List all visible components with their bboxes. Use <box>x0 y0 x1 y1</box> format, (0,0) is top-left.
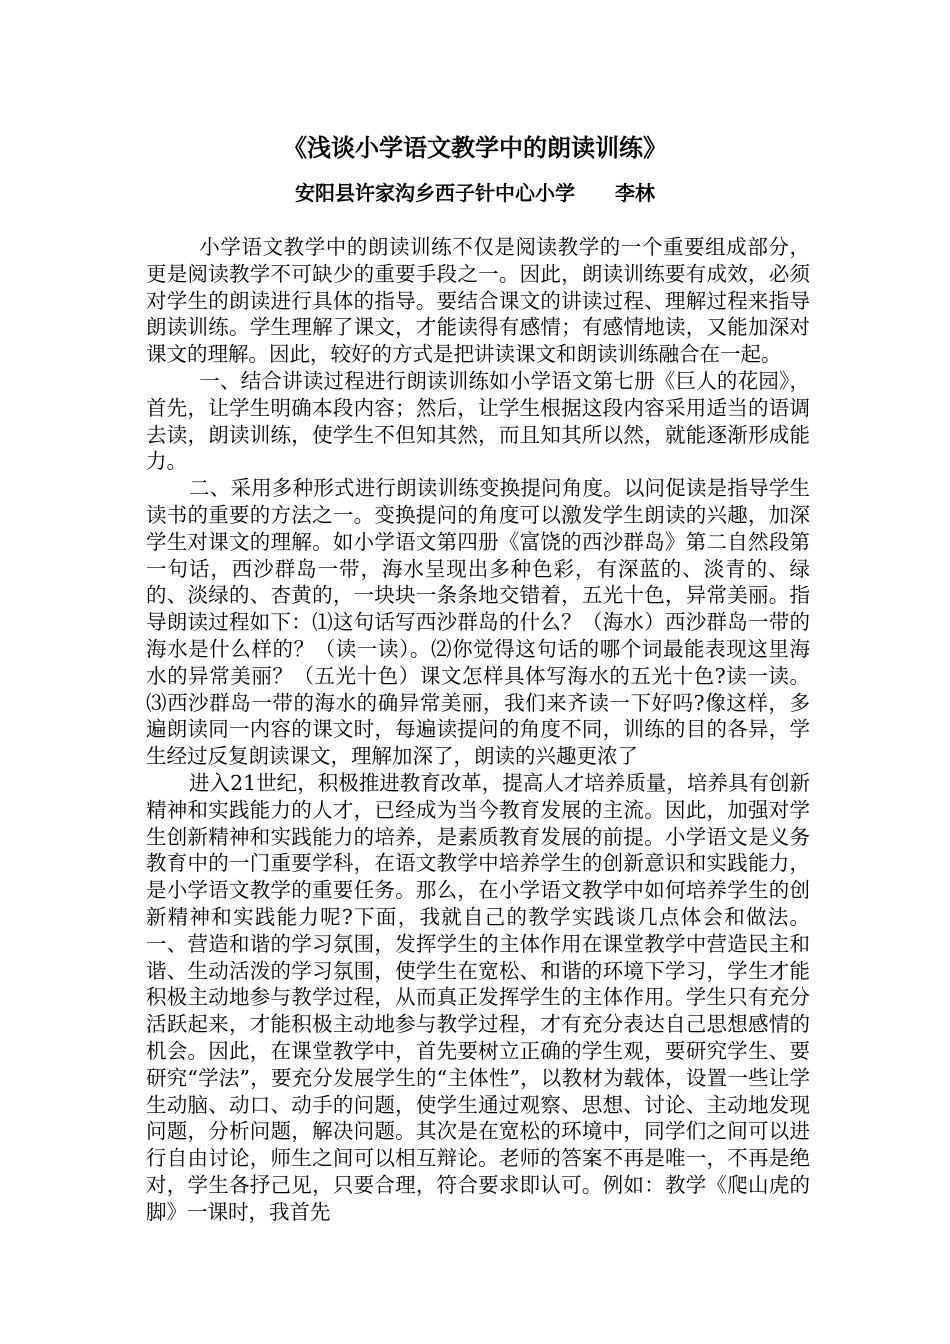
paragraph: 进入21世纪，积极推进教育改革，提高人才培养质量，培养具有创新精神和实践能力的人才，已经成为当今教育发展的主流。因此，加强对学生创新精神和实践能力的培养，是素质教育发展的前提。小学语文是义务教育中的一门重要学科，在语文教学中培养学生的创新意识和实践能力，是小学语文教学的重要任务。那么，在小学语文教学中如何培养学生的创新精神和实践能力呢?下面，我就自己的教学实践谈几点体会和做法。一、营造和谐的学习氛围，发挥学生的主体作用在课堂教学中营造民主和谐、生动活泼的学习氛围，使学生在宽松、和谐的环境下学习，学生才能积极主动地参与教学过程，从而真正发挥学生的主体作用。学生只有充分活跃起来，才能积极主动地参与教学过程，才有充分表达自己思想感情的机会。因此，在课堂教学中，首先要树立正确的学生观，要研究学生、要研究“学法”，要充分发展学生的“主体性”，以教材为载体，设置一些让学生动脑、动口、动手的问题，使学生通过观察、思想、讨论、主动地发现问题，分析问题，解决问题。其次是在宽松的环境中，同学们之间可以进行自由讨论，师生之间可以相互辩论。老师的答案不再是唯一，不再是绝对，学生各抒己见，只要合理，符合要求即认可。例如：教学《爬山虎的脚》一课时，我首先 <box>146 770 810 1224</box>
paragraph: 二、采用多种形式进行朗读训练变换提问角度。以问促读是指导学生读书的重要的方法之一。变换提问的角度可以激发学生朗读的兴趣，加深学生对课文的理解。如小学语文第四册《富饶的西沙群岛》第二自然段第一句话，西沙群岛一带，海水呈现出多种色彩，有深蓝的、淡青的、绿的、淡绿的、杏黄的，一块块一条条地交错着，五光十色，异常美丽。指导朗读过程如下：⑴这句话写西沙群岛的什么？（海水）西沙群岛一带的海水是什么样的？（读一读）。⑵你觉得这句话的哪个词最能表现这里海水的异常美丽？（五光十色）课文怎样具体写海水的五光十色?读一读。⑶西沙群岛一带的海水的确异常美丽，我们来齐读一下好吗?像这样，多遍朗读同一内容的课文时，每遍读提问的角度不同，训练的目的各异，学生经过反复朗读课文，理解加深了，朗读的兴趣更浓了 <box>146 476 810 769</box>
document-byline <box>0 178 950 208</box>
author-name: 李林 <box>615 181 655 205</box>
paragraph: 一、结合讲读过程进行朗读训练如小学语文第七册《巨人的花园》，首先，让学生明确本段内容；然后，让学生根据这段内容采用适当的语调去读，朗读训练，使学生不但知其然，而且知其所以然，就能逐渐形成能力。 <box>146 368 810 474</box>
school-name: 安阳县许家沟乡西子针中心小学 <box>295 181 575 205</box>
document-body <box>146 234 810 1225</box>
paragraph: 小学语文教学中的朗读训练不仅是阅读教学的一个重要组成部分，更是阅读教学不可缺少的重要手段之一。因此，朗读训练要有成效，必须对学生的朗读进行具体的指导。要结合课文的讲读过程、理解过程来指导朗读训练。学生理解了课文，才能读得有感情；有感情地读，又能加深对课文的理解。因此，较好的方式是把讲读课文和朗读训练融合在一起。 <box>146 235 810 367</box>
document-title: 《浅谈小学语文教学中的朗读训练》 <box>283 134 667 162</box>
